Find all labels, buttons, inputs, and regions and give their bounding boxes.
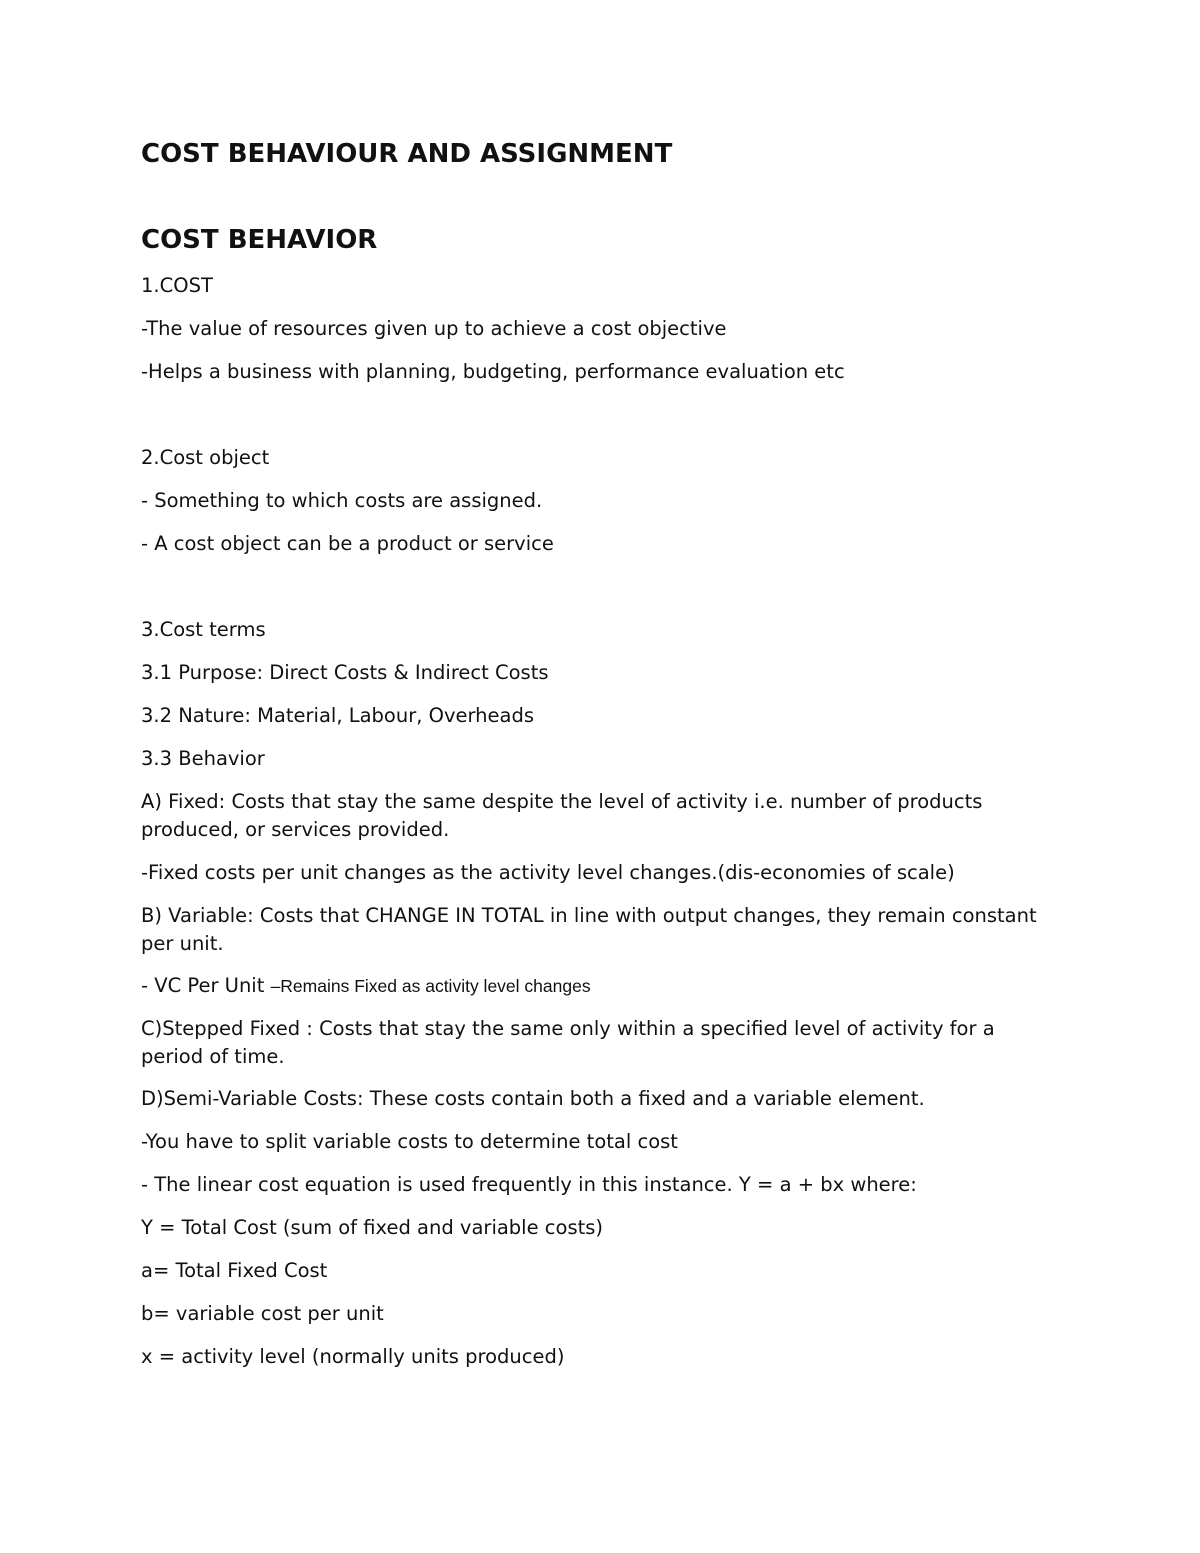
paragraph-fixed-per-unit: -Fixed costs per unit changes as the activity level changes.(dis-economies of scale) xyxy=(141,861,955,884)
paragraph-purpose: 3.1 Purpose: Direct Costs & Indirect Costs xyxy=(141,661,549,684)
paragraph-linear-equation: - The linear cost equation is used frequently in this instance. Y = a + bx where: xyxy=(141,1173,917,1196)
paragraph-cost-object-example: - A cost object can be a product or service xyxy=(141,532,554,555)
paragraph-cost-object-number: 2.Cost object xyxy=(141,446,270,469)
paragraph-variable-costs: B) Variable: Costs that CHANGE IN TOTAL in line with output changes, they remain constant per unit. xyxy=(141,904,1037,955)
paragraph-cost-terms-number: 3.Cost terms xyxy=(141,618,266,641)
paragraph-split-costs: -You have to split variable costs to determine total cost xyxy=(141,1130,678,1153)
paragraph-vc-per-unit xyxy=(141,972,1041,1001)
paragraph-cost-object-definition: - Something to which costs are assigned. xyxy=(141,489,543,512)
section-heading: COST BEHAVIOR xyxy=(141,225,378,255)
vc-per-unit-note: –Remains Fixed as activity level changes xyxy=(270,976,591,996)
paragraph-nature: 3.2 Nature: Material, Labour, Overheads xyxy=(141,704,535,727)
paragraph-a-definition: a= Total Fixed Cost xyxy=(141,1259,328,1282)
document-title: COST BEHAVIOUR AND ASSIGNMENT xyxy=(141,139,673,169)
paragraph-x-definition: x = activity level (normally units produced) xyxy=(141,1345,565,1368)
paragraph-semi-variable: D)Semi-Variable Costs: These costs contain both a fixed and a variable element. xyxy=(141,1087,925,1110)
paragraph-behavior: 3.3 Behavior xyxy=(141,747,265,770)
vc-per-unit-label: - VC Per Unit xyxy=(141,974,271,997)
paragraph-stepped-fixed: C)Stepped Fixed : Costs that stay the same only within a specified level of activity for a period of time. xyxy=(141,1017,995,1068)
paragraph-b-definition: b= variable cost per unit xyxy=(141,1302,384,1325)
paragraph-cost-definition: -The value of resources given up to achieve a cost objective xyxy=(141,317,727,340)
paragraph-y-definition: Y = Total Cost (sum of fixed and variable costs) xyxy=(141,1216,604,1239)
paragraph-cost-uses: -Helps a business with planning, budgeting, performance evaluation etc xyxy=(141,360,845,383)
paragraph-fixed-costs: A) Fixed: Costs that stay the same despite the level of activity i.e. number of products produced, or services provided. xyxy=(141,790,983,841)
paragraph-cost-number: 1.COST xyxy=(141,274,213,297)
